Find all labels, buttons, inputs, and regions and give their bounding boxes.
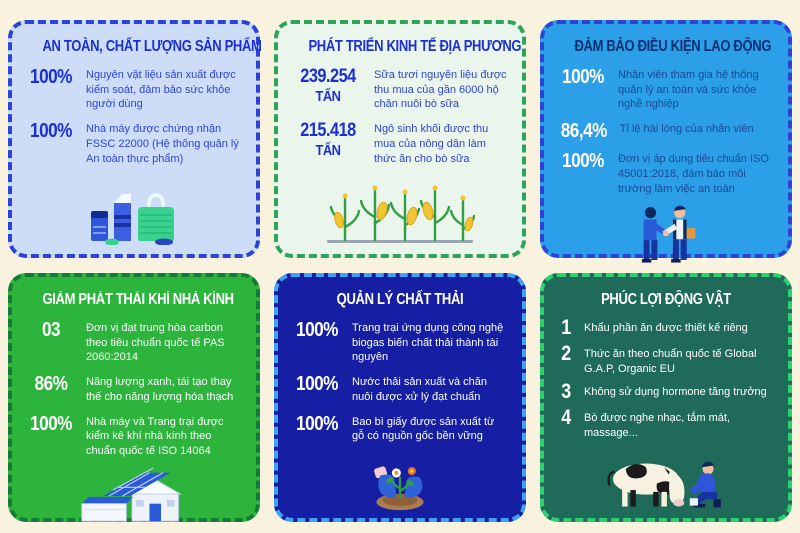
solar-factory-icon	[25, 467, 243, 523]
panel-title: PHÚC LỢI ĐỘNG VẬT	[601, 291, 731, 308]
stat-description: Nguyên vật liệu sản xuất được kiểm soát, đảm bảo sức khỏe người dùng	[86, 69, 236, 111]
stat-value: 100%	[296, 373, 338, 396]
panel-animal-welfare	[540, 273, 792, 522]
list-item	[557, 341, 775, 376]
cow-milking-icon	[557, 448, 775, 512]
panel-title: QUẢN LÝ CHẤT THẢI	[336, 291, 464, 308]
milk-products-icon	[25, 187, 243, 245]
panel-ghg-reduction	[8, 273, 260, 522]
item-text: Bò được nghe nhạc, tắm mát, massage...	[584, 412, 731, 439]
stat-item	[557, 120, 775, 142]
stat-item	[291, 413, 509, 444]
panel-title: PHÁT TRIỂN KINH TẾ ĐỊA PHƯƠNG	[308, 38, 522, 55]
stat-description: Năng lượng xanh, tái tạo thay thế cho năng lượng hóa thạch	[86, 376, 234, 403]
stat-description: Đơn vị đạt trung hòa carbon theo tiêu chuẩn quốc tế PAS 2060:2014	[86, 322, 225, 364]
item-text: Không sử dụng hormone tăng trưởng	[584, 386, 767, 399]
stat-item	[291, 66, 509, 112]
list-item	[557, 406, 775, 440]
stat-value: 86,4%	[560, 120, 607, 143]
item-text: Khẩu phần ăn được thiết kế riêng	[584, 322, 748, 334]
stat-item	[291, 373, 509, 404]
panel-product-safety	[8, 20, 260, 258]
item-number: 4	[561, 406, 571, 430]
stat-description: Ngô sinh khối được thu mua của nông dân làm thức ăn cho bò sữa	[374, 123, 489, 165]
stat-unit: TẤN	[315, 142, 341, 160]
planting-gloves-icon	[291, 452, 509, 512]
stat-value: 100%	[296, 412, 338, 435]
stat-description: Bao bì giấy được sản xuất từ gỗ có nguồn gốc bền vững	[352, 415, 495, 443]
stat-item	[25, 319, 243, 365]
corn-field-icon	[291, 183, 509, 245]
stat-description: Tỉ lệ hài lòng của nhân viên	[619, 123, 754, 136]
stat-item	[25, 373, 243, 404]
panel-labor-conditions	[540, 20, 792, 258]
stat-value: 100%	[296, 319, 338, 341]
stat-value: 100%	[562, 66, 604, 88]
stat-item	[557, 150, 775, 196]
stat-description: Đơn vị áp dụng tiêu chuẩn ISO 45001:2018, đảm bảo môi trường làm việc an toàn	[618, 153, 769, 195]
item-text: Thức ăn theo chuẩn quốc tế Global G.A.P, Organic EU	[584, 347, 757, 375]
stat-item	[25, 66, 243, 112]
stat-number: 215.418	[300, 120, 356, 142]
stat-description: Nhà máy và Trang trại được kiểm kê khí nhà kính theo chuẩn quốc tế ISO 14064	[86, 415, 224, 458]
stat-unit: TẤN	[315, 87, 341, 105]
item-number: 2	[561, 341, 571, 365]
stat-item	[291, 120, 509, 166]
panel-title: GIẢM PHÁT THẢI KHÍ NHÀ KÍNH	[42, 291, 234, 308]
stat-value: 100%	[30, 66, 72, 88]
stat-value: 03	[41, 319, 61, 341]
stat-value: 86%	[34, 373, 68, 396]
item-number: 1	[561, 316, 571, 339]
stat-value	[296, 120, 360, 159]
list-item	[557, 316, 775, 339]
stat-item	[291, 319, 509, 365]
stat-description: Nhà máy được chứng nhận FSSC 22000 (Hệ thống quản lý An toàn thực phẩm)	[86, 123, 239, 165]
panel-title: ĐẢM BẢO ĐIỀU KIỆN LAO ĐỘNG	[574, 38, 772, 55]
stat-description: Trang trại ứng dụng công nghệ biogas biến chất thải thành tài nguyên	[352, 322, 504, 364]
stat-item	[25, 413, 243, 459]
stat-value: 100%	[30, 412, 72, 435]
stat-item	[25, 120, 243, 166]
panel-waste-management	[274, 273, 526, 522]
stat-value: 100%	[562, 150, 604, 173]
stat-value: 100%	[30, 120, 72, 143]
stat-value	[296, 66, 360, 105]
stat-description: Nhân viên tham gia hệ thống quản lý an toàn và sức khỏe nghề nghiệp	[618, 69, 759, 111]
stat-item	[557, 66, 775, 112]
stat-number: 239.254	[300, 66, 356, 87]
panel-title: AN TOÀN, CHẤT LƯỢNG SẢN PHẨM	[42, 38, 262, 55]
handshake-workers-icon	[557, 204, 775, 266]
stat-description: Nước thải sản xuất và chăn nuôi được xử lý đạt chuẩn	[352, 376, 488, 403]
panel-local-economy	[274, 20, 526, 258]
list-item	[557, 380, 775, 404]
stat-description: Sữa tươi nguyên liệu được thu mua của gần 6000 hộ chăn nuôi bò sữa	[374, 69, 507, 111]
item-number: 3	[561, 380, 571, 404]
